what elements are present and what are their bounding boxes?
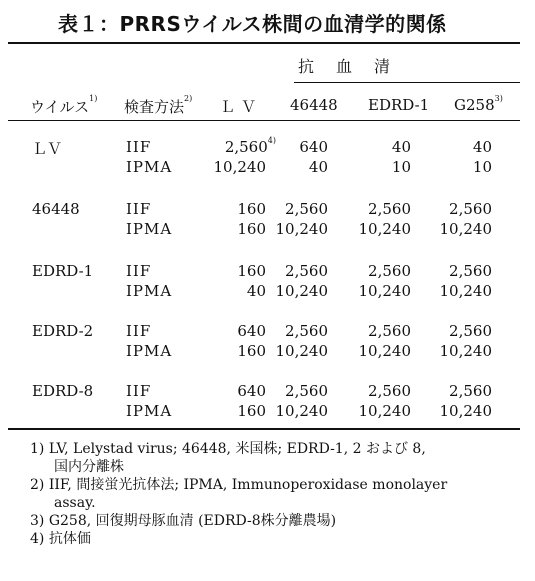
footnotes [30, 440, 520, 548]
titer-cell-edrd1: 10,240 [358, 220, 411, 238]
titer-cell-c46448: 10,240 [275, 402, 328, 420]
titer-cell-g258: 2,560 [449, 382, 492, 400]
header-method: 検査方法$^{2)}$ [124, 94, 193, 116]
titer-cell-edrd1: 40 [391, 138, 411, 156]
titer-cell-g258: 10,240 [439, 220, 492, 238]
method-cell: IPMA [126, 342, 173, 360]
top-rule [8, 42, 520, 44]
titer-cell-g258: 2,560 [449, 200, 492, 218]
titer-cell-c46448: 10,240 [275, 342, 328, 360]
titer-cell-g258: 2,560 [449, 322, 492, 340]
titer-cell-edrd1: 2,560 [368, 200, 411, 218]
virus-name: EDRD-2 [32, 322, 94, 340]
titer-cell-edrd1: 10,240 [358, 342, 411, 360]
titer-cell-lv: 160 [237, 220, 266, 238]
header-rule [8, 120, 520, 121]
titer-cell-c46448: 2,560 [285, 200, 328, 218]
header-edrd1: EDRD-1 [368, 96, 430, 114]
table-title: 表１：PRRSウイルス株間の血清学的関係 [58, 12, 447, 36]
virus-name: EDRD-1 [32, 262, 94, 280]
header-lv: ＬＶ [220, 98, 263, 116]
footnote-1: 1) LV, Lelystad virus; 46448, 米国株; EDRD-1, 2 および 8, 国内分離株 [30, 441, 426, 475]
titer-cell-c46448: 40 [308, 158, 328, 176]
titer-cell-c46448: 640 [299, 138, 328, 156]
header-g258: G258$^{3)}$ [454, 94, 503, 114]
virus-name: ＬＶ [32, 140, 63, 158]
antiserum-header: 抗血清 [298, 57, 413, 76]
titer-cell-g258: 40 [472, 138, 492, 156]
titer-cell-g258: 10,240 [439, 282, 492, 300]
titer-cell-lv: 640 [237, 382, 266, 400]
titer-cell-lv: 160 [237, 402, 266, 420]
titer-cell-g258: 10 [472, 158, 492, 176]
bottom-rule [8, 428, 520, 430]
titer-cell-lv: 640 [237, 322, 266, 340]
titer-cell-edrd1: 10,240 [358, 282, 411, 300]
titer-cell-g258: 2,560 [449, 262, 492, 280]
header-virus: ウイルス$^{1)}$ [30, 94, 98, 116]
titer-cell-lv: 2,560$^{4)}$ [224, 136, 276, 156]
virus-name: 46448 [32, 200, 80, 218]
antiserum-underline [294, 82, 520, 83]
titer-cell-c46448: 10,240 [275, 220, 328, 238]
method-cell: IPMA [126, 402, 173, 420]
titer-cell-g258: 10,240 [439, 342, 492, 360]
method-cell: IPMA [126, 220, 173, 238]
titer-cell-lv: 160 [237, 200, 266, 218]
footnote-3: 3) G258, 回復期母豚血清 (EDRD-8株分離農場) [30, 513, 337, 529]
virus-name: EDRD-8 [32, 382, 94, 400]
method-cell: IIF [126, 138, 152, 156]
header-46448: 46448 [290, 96, 338, 114]
method-cell: IIF [126, 322, 152, 340]
titer-cell-edrd1: 10 [391, 158, 411, 176]
titer-cell-g258: 10,240 [439, 402, 492, 420]
titer-cell-lv: 160 [237, 342, 266, 360]
titer-cell-c46448: 2,560 [285, 322, 328, 340]
titer-cell-edrd1: 2,560 [368, 382, 411, 400]
method-cell: IIF [126, 200, 152, 218]
titer-cell-c46448: 10,240 [275, 282, 328, 300]
method-cell: IPMA [126, 158, 173, 176]
footnote-2: 2) IIF, 間接蛍光抗体法; IPMA, Immunoperoxidase monolayer assay. [30, 477, 448, 511]
method-cell: IPMA [126, 282, 173, 300]
method-cell: IIF [126, 262, 152, 280]
titer-cell-c46448: 2,560 [285, 262, 328, 280]
titer-cell-edrd1: 2,560 [368, 262, 411, 280]
titer-cell-edrd1: 2,560 [368, 322, 411, 340]
titer-cell-c46448: 2,560 [285, 382, 328, 400]
titer-cell-lv: 40 [246, 282, 266, 300]
footnote-ref: 4) [267, 136, 276, 145]
method-cell: IIF [126, 382, 152, 400]
titer-cell-lv: 10,240 [213, 158, 266, 176]
titer-cell-edrd1: 10,240 [358, 402, 411, 420]
titer-cell-lv: 160 [237, 262, 266, 280]
footnote-4: 4) 抗体価 [30, 531, 91, 547]
